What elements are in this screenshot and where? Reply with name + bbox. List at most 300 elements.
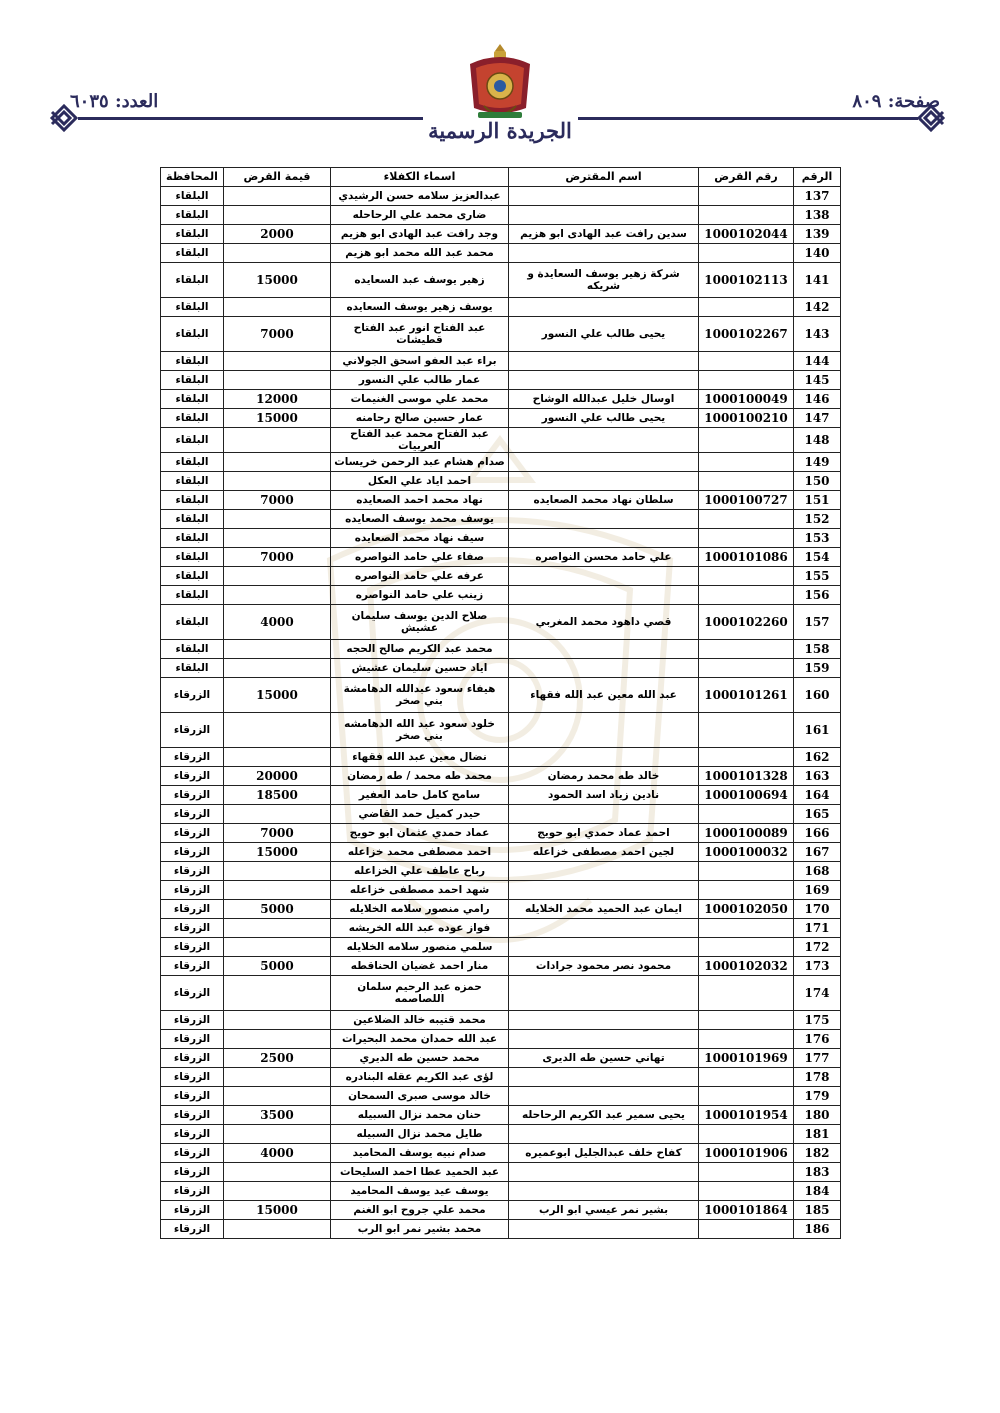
governorate-cell: الزرقاء	[161, 1182, 224, 1201]
row-number-cell: 148	[794, 428, 841, 453]
loan-amount-cell: 15000	[224, 843, 331, 862]
loan-number-cell: 1000102113	[699, 263, 794, 298]
table-row	[161, 1087, 841, 1106]
loan-amount-cell	[224, 881, 331, 900]
table-row	[161, 1182, 841, 1201]
guarantor-name-cell: صدام نبيه يوسف المحاميد	[331, 1144, 509, 1163]
governorate-cell: الزرقاء	[161, 805, 224, 824]
row-number-cell: 178	[794, 1068, 841, 1087]
borrower-name-cell	[509, 352, 699, 371]
borrower-name-cell	[509, 567, 699, 586]
row-number-cell: 170	[794, 900, 841, 919]
governorate-cell: الزرقاء	[161, 767, 224, 786]
borrower-name-cell	[509, 472, 699, 491]
loan-amount-cell	[224, 510, 331, 529]
guarantor-name-cell: محمد حسين طه الديري	[331, 1049, 509, 1068]
row-number-cell: 184	[794, 1182, 841, 1201]
loan-number-cell	[699, 640, 794, 659]
column-header: قيمة القرض	[224, 168, 331, 187]
borrower-name-cell: شركة زهير يوسف السعايدة و شريكه	[509, 263, 699, 298]
loan-amount-cell: 3500	[224, 1106, 331, 1125]
guarantor-name-cell: عرفه علي حامد النواصره	[331, 567, 509, 586]
loan-amount-cell: 20000	[224, 767, 331, 786]
loan-amount-cell	[224, 206, 331, 225]
table-row	[161, 919, 841, 938]
borrower-name-cell: كفاح خلف عبدالجليل ابوعميره	[509, 1144, 699, 1163]
governorate-cell: الزرقاء	[161, 938, 224, 957]
governorate-cell: البلقاء	[161, 453, 224, 472]
borrower-name-cell	[509, 1068, 699, 1087]
loan-amount-cell	[224, 1182, 331, 1201]
row-number-cell: 161	[794, 713, 841, 748]
loan-amount-cell	[224, 586, 331, 605]
loan-number-cell	[699, 862, 794, 881]
guarantor-name-cell: شهد احمد مصطفى خزاعله	[331, 881, 509, 900]
governorate-cell: الزرقاء	[161, 1163, 224, 1182]
row-number-cell: 180	[794, 1106, 841, 1125]
row-number-cell: 155	[794, 567, 841, 586]
guarantor-name-cell: صلاح الدين يوسف سليمان عشيش	[331, 605, 509, 640]
loan-amount-cell	[224, 1011, 331, 1030]
table-row	[161, 1144, 841, 1163]
table-row	[161, 510, 841, 529]
governorate-cell: البلقاء	[161, 187, 224, 206]
borrower-name-cell	[509, 1011, 699, 1030]
table-row	[161, 1201, 841, 1220]
governorate-cell: البلقاء	[161, 472, 224, 491]
guarantor-name-cell: براء عبد العفو اسحق الجولاني	[331, 352, 509, 371]
guarantor-name-cell: نهاد محمد احمد الصعايده	[331, 491, 509, 510]
guarantor-name-cell: يوسف عيد يوسف المحاميد	[331, 1182, 509, 1201]
borrower-name-cell	[509, 1030, 699, 1049]
governorate-cell: الزرقاء	[161, 976, 224, 1011]
governorate-cell: الزرقاء	[161, 1144, 224, 1163]
loan-amount-cell: 7000	[224, 317, 331, 352]
loan-number-cell	[699, 244, 794, 263]
borrower-name-cell: قصي داهود محمد المغربي	[509, 605, 699, 640]
loan-number-cell	[699, 1087, 794, 1106]
governorate-cell: الزرقاء	[161, 957, 224, 976]
guarantor-name-cell: اياد حسين سليمان عشيش	[331, 659, 509, 678]
borrower-name-cell	[509, 805, 699, 824]
row-number-cell: 150	[794, 472, 841, 491]
loan-amount-cell	[224, 659, 331, 678]
loan-amount-cell	[224, 187, 331, 206]
borrower-name-cell	[509, 748, 699, 767]
loan-amount-cell	[224, 352, 331, 371]
row-number-cell: 168	[794, 862, 841, 881]
borrower-name-cell	[509, 938, 699, 957]
table-row	[161, 678, 841, 713]
governorate-cell: الزرقاء	[161, 843, 224, 862]
guarantor-name-cell: عمار طالب علي النسور	[331, 371, 509, 390]
row-number-cell: 186	[794, 1220, 841, 1239]
loan-amount-cell	[224, 1220, 331, 1239]
header-rule-left	[78, 117, 423, 120]
row-number-cell: 169	[794, 881, 841, 900]
row-number-cell: 153	[794, 529, 841, 548]
loan-amount-cell: 12000	[224, 390, 331, 409]
guarantor-name-cell: زينب علي حامد النواصره	[331, 586, 509, 605]
governorate-cell: البلقاء	[161, 640, 224, 659]
governorate-cell: الزرقاء	[161, 1068, 224, 1087]
governorate-cell: البلقاء	[161, 659, 224, 678]
governorate-cell: الزرقاء	[161, 786, 224, 805]
row-number-cell: 164	[794, 786, 841, 805]
guarantor-name-cell: خالد موسى صبرى السمحان	[331, 1087, 509, 1106]
table-row	[161, 390, 841, 409]
borrower-name-cell	[509, 1220, 699, 1239]
loan-number-cell: 1000100049	[699, 390, 794, 409]
row-number-cell: 157	[794, 605, 841, 640]
table-row	[161, 862, 841, 881]
row-number-cell: 158	[794, 640, 841, 659]
governorate-cell: الزرقاء	[161, 1106, 224, 1125]
loan-number-cell	[699, 1220, 794, 1239]
loan-number-cell	[699, 206, 794, 225]
loan-number-cell	[699, 529, 794, 548]
table-row	[161, 900, 841, 919]
governorate-cell: الزرقاء	[161, 1030, 224, 1049]
governorate-cell: الزرقاء	[161, 748, 224, 767]
table-row	[161, 805, 841, 824]
table-row	[161, 352, 841, 371]
guarantor-name-cell: محمد علي جروح ابو الغنم	[331, 1201, 509, 1220]
guarantor-name-cell: منار احمد غضيان الحناقطه	[331, 957, 509, 976]
loan-number-cell	[699, 472, 794, 491]
row-number-cell: 156	[794, 586, 841, 605]
row-number-cell: 147	[794, 409, 841, 428]
table-row	[161, 767, 841, 786]
governorate-cell: البلقاء	[161, 428, 224, 453]
guarantor-name-cell: محمد عبد الله محمد ابو هزيم	[331, 244, 509, 263]
loan-number-cell	[699, 748, 794, 767]
governorate-cell: البلقاء	[161, 529, 224, 548]
loan-number-cell: 1000101954	[699, 1106, 794, 1125]
governorate-cell: الزرقاء	[161, 1011, 224, 1030]
loan-number-cell: 1000101864	[699, 1201, 794, 1220]
loan-number-cell	[699, 938, 794, 957]
loan-number-cell	[699, 919, 794, 938]
row-number-cell: 172	[794, 938, 841, 957]
row-number-cell: 145	[794, 371, 841, 390]
row-number-cell: 177	[794, 1049, 841, 1068]
loan-number-cell	[699, 510, 794, 529]
table-row	[161, 748, 841, 767]
column-header: اسماء الكفلاء	[331, 168, 509, 187]
borrower-name-cell	[509, 881, 699, 900]
borrower-name-cell	[509, 586, 699, 605]
loan-number-cell: 1000100032	[699, 843, 794, 862]
loan-number-cell	[699, 881, 794, 900]
table-row	[161, 472, 841, 491]
row-number-cell: 146	[794, 390, 841, 409]
loan-number-cell	[699, 187, 794, 206]
row-number-cell: 167	[794, 843, 841, 862]
table-row	[161, 1163, 841, 1182]
loan-number-cell	[699, 298, 794, 317]
table-header-row	[161, 168, 841, 187]
loan-amount-cell	[224, 805, 331, 824]
loan-amount-cell	[224, 298, 331, 317]
column-header: الرقم	[794, 168, 841, 187]
loan-amount-cell	[224, 862, 331, 881]
governorate-cell: البلقاء	[161, 244, 224, 263]
table-row	[161, 586, 841, 605]
guarantor-name-cell: محمد عبد الكريم صالح الحجه	[331, 640, 509, 659]
loan-amount-cell	[224, 1163, 331, 1182]
loan-number-cell	[699, 1068, 794, 1087]
column-header: المحافظة	[161, 168, 224, 187]
borrower-name-cell	[509, 244, 699, 263]
borrower-name-cell	[509, 206, 699, 225]
borrower-name-cell	[509, 187, 699, 206]
borrower-name-cell: سدين رافت عبد الهادى ابو هزيم	[509, 225, 699, 244]
loan-number-cell: 1000102044	[699, 225, 794, 244]
loan-amount-cell: 7000	[224, 491, 331, 510]
governorate-cell: البلقاء	[161, 409, 224, 428]
loan-amount-cell: 5000	[224, 957, 331, 976]
row-number-cell: 185	[794, 1201, 841, 1220]
guarantor-name-cell: عبد الفتاح محمد عبد الفتاح العربيات	[331, 428, 509, 453]
row-number-cell: 166	[794, 824, 841, 843]
loan-amount-cell	[224, 1068, 331, 1087]
row-number-cell: 152	[794, 510, 841, 529]
loan-amount-cell: 15000	[224, 409, 331, 428]
table-row	[161, 881, 841, 900]
table-row	[161, 1011, 841, 1030]
table-row	[161, 428, 841, 453]
row-number-cell: 142	[794, 298, 841, 317]
loan-number-cell: 1000100694	[699, 786, 794, 805]
guarantor-name-cell: يوسف زهير يوسف السعايده	[331, 298, 509, 317]
borrower-name-cell: علي حامد محسن النواصره	[509, 548, 699, 567]
guarantor-name-cell: حنان محمد نزال السبيله	[331, 1106, 509, 1125]
loan-amount-cell	[224, 371, 331, 390]
borrower-name-cell: ايمان عبد الحميد محمد الخلايله	[509, 900, 699, 919]
guarantor-name-cell: طايل محمد نزال السبيله	[331, 1125, 509, 1144]
table-row	[161, 548, 841, 567]
borrower-name-cell	[509, 298, 699, 317]
table-row	[161, 659, 841, 678]
row-number-cell: 138	[794, 206, 841, 225]
loan-number-cell: 1000102260	[699, 605, 794, 640]
governorate-cell: البلقاء	[161, 206, 224, 225]
row-number-cell: 174	[794, 976, 841, 1011]
loan-amount-cell: 7000	[224, 824, 331, 843]
table-row	[161, 567, 841, 586]
governorate-cell: البلقاء	[161, 263, 224, 298]
borrower-name-cell: اوسال خليل عبدالله الوشاح	[509, 390, 699, 409]
guarantor-name-cell: محمد قتيبه خالد الضلاعين	[331, 1011, 509, 1030]
table-row	[161, 843, 841, 862]
governorate-cell: الزرقاء	[161, 862, 224, 881]
table-row	[161, 371, 841, 390]
loan-amount-cell	[224, 748, 331, 767]
governorate-cell: البلقاء	[161, 390, 224, 409]
loan-amount-cell: 5000	[224, 900, 331, 919]
borrower-name-cell	[509, 510, 699, 529]
row-number-cell: 171	[794, 919, 841, 938]
loan-amount-cell	[224, 976, 331, 1011]
borrower-name-cell	[509, 1087, 699, 1106]
loan-number-cell	[699, 567, 794, 586]
governorate-cell: البلقاء	[161, 605, 224, 640]
borrower-name-cell: يحيى طالب علي النسور	[509, 317, 699, 352]
borrower-name-cell: تهاني حسين طه الديرى	[509, 1049, 699, 1068]
table-row	[161, 529, 841, 548]
loan-number-cell: 1000100727	[699, 491, 794, 510]
governorate-cell: الزرقاء	[161, 881, 224, 900]
guarantor-name-cell: احمد مصطفى محمد خزاعله	[331, 843, 509, 862]
borrower-name-cell: خالد طه محمد رمضان	[509, 767, 699, 786]
loan-amount-cell: 15000	[224, 678, 331, 713]
loan-number-cell	[699, 1163, 794, 1182]
governorate-cell: الزرقاء	[161, 678, 224, 713]
guarantor-name-cell: سيف نهاد محمد الصعايده	[331, 529, 509, 548]
loan-amount-cell	[224, 640, 331, 659]
loan-number-cell: 1000101086	[699, 548, 794, 567]
governorate-cell: البلقاء	[161, 510, 224, 529]
loan-amount-cell	[224, 529, 331, 548]
guarantor-name-cell: نضال معين عبد الله فقهاء	[331, 748, 509, 767]
guarantor-name-cell: سلمي منصور سلامه الخلايله	[331, 938, 509, 957]
loan-number-cell: 1000101261	[699, 678, 794, 713]
governorate-cell: الزرقاء	[161, 1049, 224, 1068]
borrower-name-cell: احمد عماد حمدي ابو حويج	[509, 824, 699, 843]
governorate-cell: البلقاء	[161, 371, 224, 390]
guarantor-name-cell: وجد رافت عبد الهادى ابو هزيم	[331, 225, 509, 244]
governorate-cell: البلقاء	[161, 225, 224, 244]
guarantor-name-cell: احمد اياد علي العكل	[331, 472, 509, 491]
row-number-cell: 182	[794, 1144, 841, 1163]
loan-number-cell	[699, 352, 794, 371]
row-number-cell: 149	[794, 453, 841, 472]
table-row	[161, 409, 841, 428]
loan-number-cell: 1000100210	[699, 409, 794, 428]
governorate-cell: البلقاء	[161, 491, 224, 510]
loan-number-cell: 1000101906	[699, 1144, 794, 1163]
loan-amount-cell	[224, 1030, 331, 1049]
governorate-cell: الزرقاء	[161, 1087, 224, 1106]
table-row	[161, 976, 841, 1011]
guarantor-name-cell: عبد الحميد عطا احمد السليحات	[331, 1163, 509, 1182]
table-row	[161, 491, 841, 510]
table-row	[161, 1125, 841, 1144]
loan-number-cell	[699, 1011, 794, 1030]
loan-amount-cell: 7000	[224, 548, 331, 567]
table-body	[161, 187, 841, 1239]
guarantor-name-cell: هيفاء سعود عبدالله الدهامشة بني صخر	[331, 678, 509, 713]
borrower-name-cell: يحيى سمير عبد الكريم الرحاحله	[509, 1106, 699, 1125]
loan-number-cell	[699, 453, 794, 472]
table-row	[161, 225, 841, 244]
borrower-name-cell: محمود نصر محمود جرادات	[509, 957, 699, 976]
header-rule-right	[578, 117, 918, 120]
loan-amount-cell: 15000	[224, 1201, 331, 1220]
borrower-name-cell: بشير نمر عيسي ابو الرب	[509, 1201, 699, 1220]
governorate-cell: الزرقاء	[161, 1201, 224, 1220]
loan-number-cell: 1000100089	[699, 824, 794, 843]
borrower-name-cell	[509, 640, 699, 659]
borrower-name-cell	[509, 529, 699, 548]
loan-amount-cell	[224, 919, 331, 938]
borrower-name-cell	[509, 713, 699, 748]
guarantor-name-cell: عبدالعزيز سلامه حسن الرشيدي	[331, 187, 509, 206]
guarantor-name-cell: محمد طه محمد / طه رمضان	[331, 767, 509, 786]
row-number-cell: 162	[794, 748, 841, 767]
table-row	[161, 605, 841, 640]
governorate-cell: البلقاء	[161, 352, 224, 371]
table-row	[161, 824, 841, 843]
row-number-cell: 181	[794, 1125, 841, 1144]
loan-number-cell	[699, 1182, 794, 1201]
borrower-name-cell: لجين احمد مصطفى خزاعله	[509, 843, 699, 862]
guarantor-name-cell: محمد بشير نمر ابو الرب	[331, 1220, 509, 1239]
governorate-cell: الزرقاء	[161, 919, 224, 938]
loan-amount-cell: 2000	[224, 225, 331, 244]
guarantor-name-cell: عمار حسين صالح رحامنه	[331, 409, 509, 428]
row-number-cell: 175	[794, 1011, 841, 1030]
row-number-cell: 144	[794, 352, 841, 371]
column-header: رقم القرض	[699, 168, 794, 187]
table-row	[161, 263, 841, 298]
guarantor-name-cell: فواز عوده عبد الله الخريشه	[331, 919, 509, 938]
guarantor-name-cell: صدام هشام عبد الرحمن خريسات	[331, 453, 509, 472]
loan-amount-cell	[224, 244, 331, 263]
row-number-cell: 140	[794, 244, 841, 263]
borrower-name-cell	[509, 1182, 699, 1201]
governorate-cell: البلقاء	[161, 317, 224, 352]
guarantor-name-cell: عماد حمدي عثمان ابو حويج	[331, 824, 509, 843]
row-number-cell: 154	[794, 548, 841, 567]
table-row	[161, 640, 841, 659]
loan-number-cell: 1000101969	[699, 1049, 794, 1068]
governorate-cell: الزرقاء	[161, 824, 224, 843]
guarantor-name-cell: خلود سعود عبد الله الدهامشه بني صخر	[331, 713, 509, 748]
borrower-name-cell	[509, 919, 699, 938]
row-number-cell: 176	[794, 1030, 841, 1049]
table-row	[161, 938, 841, 957]
borrower-name-cell: سلطان نهاد محمد الصعايده	[509, 491, 699, 510]
governorate-cell: الزرقاء	[161, 713, 224, 748]
row-number-cell: 179	[794, 1087, 841, 1106]
borrower-name-cell	[509, 453, 699, 472]
row-number-cell: 165	[794, 805, 841, 824]
table-row	[161, 1220, 841, 1239]
loan-amount-cell: 4000	[224, 605, 331, 640]
borrower-name-cell	[509, 428, 699, 453]
table-row	[161, 298, 841, 317]
guarantor-name-cell: لؤى عبد الكريم عقله البنادره	[331, 1068, 509, 1087]
governorate-cell: الزرقاء	[161, 900, 224, 919]
guarantor-name-cell: عبد الله حمدان محمد البحيرات	[331, 1030, 509, 1049]
loan-amount-cell	[224, 1087, 331, 1106]
table-row	[161, 206, 841, 225]
loan-number-cell: 1000102032	[699, 957, 794, 976]
row-number-cell: 137	[794, 187, 841, 206]
loan-amount-cell: 4000	[224, 1144, 331, 1163]
governorate-cell: الزرقاء	[161, 1125, 224, 1144]
table-row	[161, 187, 841, 206]
borrower-name-cell	[509, 371, 699, 390]
loans-table	[160, 167, 841, 1239]
loan-number-cell	[699, 586, 794, 605]
table-row	[161, 1049, 841, 1068]
row-number-cell: 143	[794, 317, 841, 352]
loan-number-cell	[699, 976, 794, 1011]
crest-icon	[464, 42, 536, 122]
